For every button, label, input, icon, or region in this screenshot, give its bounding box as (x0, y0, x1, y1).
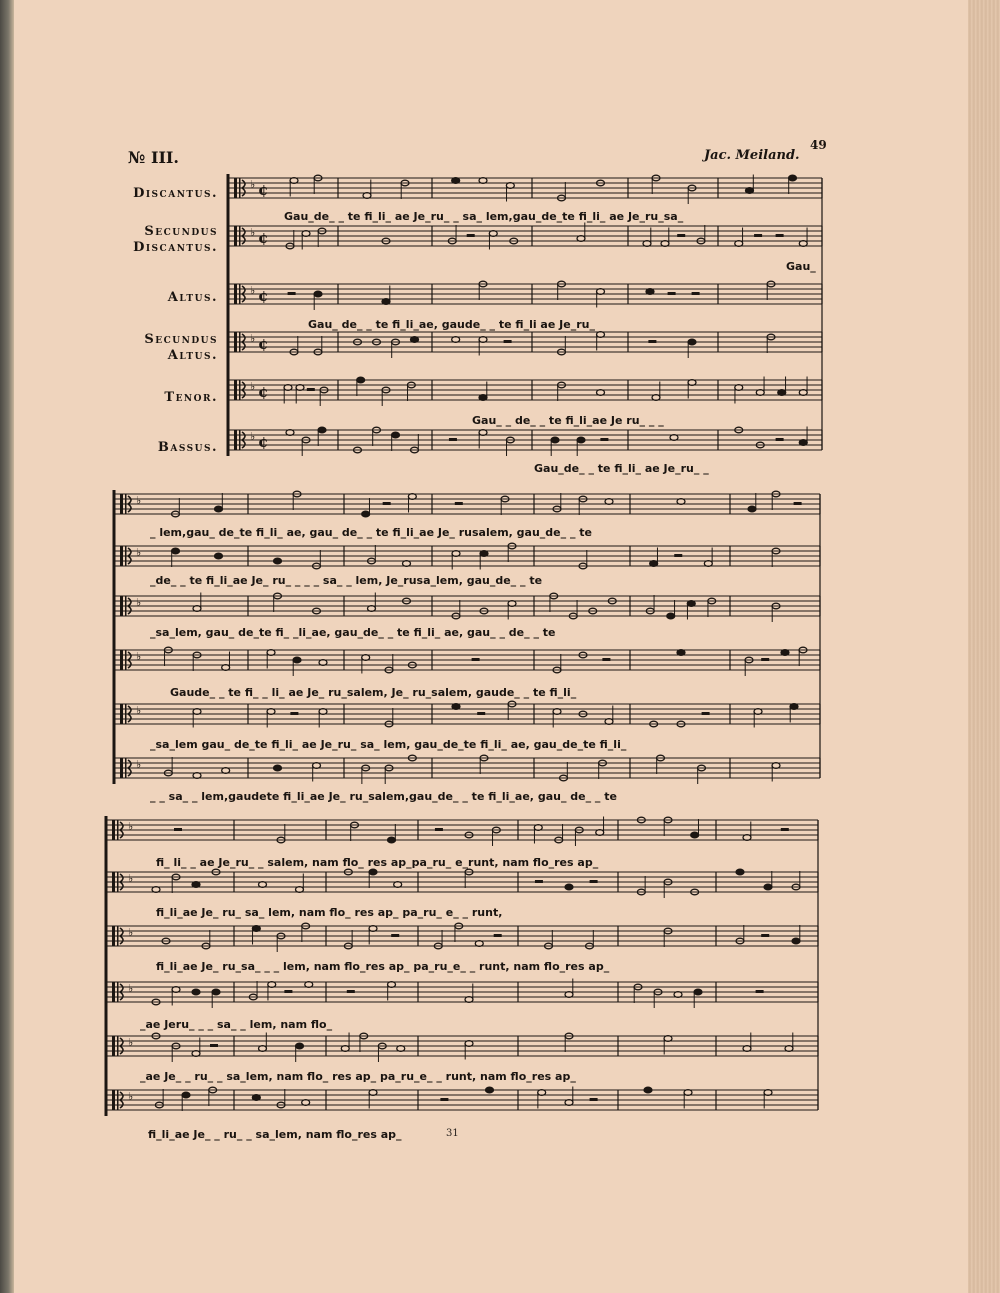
lyric-line: Gau_ _ de_ _ te fi_li_ae Je ru_ _ _ (472, 414, 664, 427)
note-head (743, 1046, 751, 1052)
note-head (172, 987, 180, 993)
note-head (674, 992, 682, 998)
note-head (479, 337, 487, 343)
note-head (508, 601, 516, 607)
clef-mark (120, 650, 123, 670)
note-head (222, 665, 230, 671)
rest-mark (440, 1098, 448, 1101)
note-head (480, 551, 488, 557)
rest-mark (504, 340, 512, 343)
note-head (565, 1100, 573, 1106)
note-head (267, 650, 275, 656)
note-head (397, 1046, 405, 1052)
rest-mark (761, 934, 769, 937)
rest-mark (754, 234, 762, 237)
note-head (781, 650, 789, 656)
key-flat: ♭ (136, 650, 142, 663)
note-head (222, 768, 230, 774)
note-head (296, 385, 304, 391)
key-flat: ♭ (136, 546, 142, 559)
note-head (667, 613, 675, 619)
note-head (754, 709, 762, 715)
note-head (799, 390, 807, 396)
rest-mark (668, 292, 676, 295)
clef-mark (234, 226, 237, 246)
key-flat: ♭ (136, 758, 142, 771)
rest-mark (600, 438, 608, 441)
note-head (319, 660, 327, 666)
voice-label-altus: Altus. (167, 290, 218, 305)
rest-mark (435, 828, 443, 831)
note-head (789, 175, 797, 181)
lyric-line: fi_li_ae Je_ ru_sa_ _ _ lem, nam flo_res ap_ pa_ru_e_ _ runt, nam flo_res ap_ (156, 960, 610, 973)
note-head (369, 869, 377, 875)
key-flat: ♭ (250, 284, 256, 297)
lyric-line: Gau_de_ _ te fi_li_ ae Je_ru_ _ (534, 462, 709, 475)
note-head (192, 1051, 200, 1057)
note-head (252, 926, 260, 932)
note-head (284, 385, 292, 391)
note-head (293, 657, 301, 663)
clef-mark (234, 178, 237, 198)
clef-mark (239, 332, 241, 352)
note-head (596, 830, 604, 836)
rest-mark (692, 292, 700, 295)
clef-mark (120, 758, 123, 778)
note-head (743, 835, 751, 841)
note-head (286, 430, 294, 436)
note-head (704, 561, 712, 567)
clef-mark (125, 650, 127, 670)
clef-mark (125, 758, 127, 778)
lyric-line: Gaude_ _ te fi_ _ li_ ae Je_ ru_salem, Je_ ru_salem, gaude_ _ te fi_li_ (170, 686, 577, 699)
lyric-line: _sa_lem gau_ de_te fi_li_ ae Je_ru_ sa_ lem, gau_de_te fi_li_ ae, gau_de_te fi_li_ (150, 738, 627, 751)
clef-mark (125, 704, 127, 724)
rest-mark (602, 658, 610, 661)
lyric-line: fi_ li_ _ ae Je_ru_ _ salem, nam flo_ res ap_pa_ru_ e_runt, nam flo_res ap_ (156, 856, 599, 869)
note-head (394, 882, 402, 888)
rest-mark (776, 438, 784, 441)
clef-mark (125, 494, 127, 514)
key-flat: ♭ (250, 332, 256, 345)
note-head (296, 887, 304, 893)
clef-mark (239, 178, 241, 198)
rest-mark (472, 658, 480, 661)
rest-mark (677, 234, 685, 237)
note-head (452, 704, 460, 710)
clef-mark (112, 1036, 115, 1056)
lyric-line: fi_li_ae Je_ ru_ sa_ lem, nam flo_ res ap_ pa_ru_ e_ _ runt, (156, 906, 503, 919)
note-head (551, 437, 559, 443)
note-head (652, 395, 660, 401)
lyric-line: Gau_ (786, 260, 816, 273)
page-number: 49 (810, 138, 827, 152)
note-head (313, 763, 321, 769)
note-head (677, 650, 685, 656)
clef-mark (234, 430, 237, 450)
lyric-line: fi_li_ae Je_ _ ru_ _ sa_lem, nam flo_res ap_ (148, 1128, 402, 1141)
note-head (577, 437, 585, 443)
piece-number: № III. (128, 148, 179, 167)
rest-mark (776, 234, 784, 237)
rest-mark (702, 712, 710, 715)
lyric-line: _ae Jeru_ _ _ sa_ _ lem, nam flo_ (140, 1018, 333, 1031)
composer-name: Jac. Meiland. (704, 148, 800, 163)
rest-mark (494, 934, 502, 937)
note-head (577, 236, 585, 242)
key-flat: ♭ (128, 820, 134, 833)
note-head (790, 704, 798, 710)
time-signature: ¢ (258, 287, 269, 305)
clef-mark (239, 380, 241, 400)
note-head (553, 709, 561, 715)
voice-label-secundus-discantus: Secundus Discantus. (133, 224, 218, 255)
note-head (452, 178, 460, 184)
rest-mark (347, 990, 355, 993)
key-flat: ♭ (128, 872, 134, 885)
rest-mark (794, 502, 802, 505)
note-head (296, 1043, 304, 1049)
clef-mark (117, 982, 119, 1002)
note-head (382, 299, 390, 305)
voice-label-secundus-altus: Secundus Altus. (144, 332, 218, 363)
note-head (193, 773, 201, 779)
note-head (688, 339, 696, 345)
key-flat: ♭ (136, 596, 142, 609)
note-head (597, 289, 605, 295)
note-head (314, 291, 322, 297)
note-head (362, 511, 370, 517)
time-signature: ¢ (258, 335, 269, 353)
note-head (799, 241, 807, 247)
note-head (212, 989, 220, 995)
note-head (369, 1090, 377, 1096)
note-head (538, 1090, 546, 1096)
clef-mark (125, 596, 127, 616)
note-head (664, 1036, 672, 1042)
note-head (677, 499, 685, 505)
rest-mark (288, 292, 296, 295)
note-head (735, 385, 743, 391)
lyric-line: _ lem,gau_ de_te fi_li_ ae, gau_ de_ _ te fi_li_ae Je_ rusalem, gau_de_ _ te (150, 526, 593, 539)
lyric-line: _ae Je_ _ ru_ _ sa_lem, nam flo_ res ap_ pa_ru_e_ _ runt, nam flo_res ap_ (140, 1070, 576, 1083)
clef-mark (112, 982, 115, 1002)
rest-mark (290, 712, 298, 715)
rest-mark (756, 990, 764, 993)
note-head (650, 561, 658, 567)
note-head (475, 941, 483, 947)
rest-mark (761, 658, 769, 661)
note-head (341, 1046, 349, 1052)
rest-mark (535, 880, 543, 883)
note-head (489, 231, 497, 237)
note-head (691, 832, 699, 838)
key-flat: ♭ (128, 982, 134, 995)
lyric-line: _sa_lem, gau_ de_te fi_ _li_ae, gau_de_ _ te fi_li_ ae, gau_ _ de_ _ te (150, 626, 556, 639)
note-head (452, 337, 460, 343)
note-head (748, 506, 756, 512)
rest-mark (307, 388, 315, 391)
note-head (764, 1090, 772, 1096)
rest-mark (467, 234, 475, 237)
note-head (192, 989, 200, 995)
clef-mark (120, 596, 123, 616)
note-head (479, 178, 487, 184)
note-head (302, 1100, 310, 1106)
rest-mark (477, 712, 485, 715)
note-head (764, 884, 772, 890)
clef-mark (117, 820, 119, 840)
note-head (772, 763, 780, 769)
note-head (778, 390, 786, 396)
note-head (392, 432, 400, 438)
note-head (646, 289, 654, 295)
note-head (756, 390, 764, 396)
note-head (403, 561, 411, 567)
clef-mark (125, 546, 127, 566)
note-head (688, 380, 696, 386)
clef-mark (234, 380, 237, 400)
note-head (290, 178, 298, 184)
note-head (465, 1041, 473, 1047)
note-head (792, 938, 800, 944)
note-head (534, 825, 542, 831)
note-head (274, 765, 282, 771)
note-head (259, 882, 267, 888)
key-flat: ♭ (136, 494, 142, 507)
note-head (644, 1087, 652, 1093)
note-head (305, 982, 313, 988)
note-head (479, 395, 487, 401)
note-head (746, 188, 754, 194)
note-head (597, 390, 605, 396)
clef-mark (234, 332, 237, 352)
note-head (506, 183, 514, 189)
key-flat: ♭ (250, 178, 256, 191)
note-head (267, 709, 275, 715)
signature-mark: 31 (446, 1128, 459, 1139)
note-head (318, 427, 326, 433)
time-signature: ¢ (258, 433, 269, 451)
note-head (152, 887, 160, 893)
key-flat: ♭ (128, 926, 134, 939)
clef-mark (117, 872, 119, 892)
key-flat: ♭ (250, 380, 256, 393)
note-head (302, 231, 310, 237)
note-head (388, 837, 396, 843)
note-head (193, 606, 201, 612)
rest-mark (174, 828, 182, 831)
rest-mark (648, 340, 656, 343)
note-head (362, 655, 370, 661)
note-head (388, 982, 396, 988)
note-head (408, 494, 416, 500)
clef-mark (117, 926, 119, 946)
voice-label-discantus: Discantus. (133, 186, 218, 201)
note-head (565, 992, 573, 998)
clef-mark (239, 284, 241, 304)
note-head (597, 332, 605, 338)
voice-label-tenor: Tenor. (164, 390, 218, 405)
lyric-line: Gau_de_ _ te fi_li_ ae Je_ru_ _ sa_ lem,gau_de_te fi_li_ ae Je_ru_sa_ (284, 210, 684, 223)
note-head (172, 548, 180, 554)
clef-mark (239, 226, 241, 246)
key-flat: ♭ (128, 1036, 134, 1049)
clef-mark (120, 546, 123, 566)
note-head (215, 553, 223, 559)
note-head (368, 606, 376, 612)
note-head (643, 241, 651, 247)
note-head (215, 506, 223, 512)
time-signature: ¢ (258, 229, 269, 247)
lyric-line: _ _ sa_ _ lem,gaudete fi_li_ae Je_ ru_salem,gau_de_ _ te fi_li_ae, gau_ de_ _ te (150, 790, 617, 803)
rest-mark (455, 502, 463, 505)
rest-mark (590, 880, 598, 883)
clef-mark (112, 1090, 115, 1110)
note-head (369, 926, 377, 932)
clef-mark (117, 1090, 119, 1110)
clef-mark (112, 926, 115, 946)
note-head (605, 499, 613, 505)
key-flat: ♭ (128, 1090, 134, 1103)
lyric-line: Gau_ de_ _ te fi_li_ae, gaude_ _ te fi_li ae Je_ru_ (308, 318, 595, 331)
clef-mark (234, 284, 237, 304)
rest-mark (383, 502, 391, 505)
clef-mark (239, 430, 241, 450)
note-head (565, 884, 573, 890)
note-head (319, 709, 327, 715)
time-signature: ¢ (258, 383, 269, 401)
note-head (192, 882, 200, 888)
rest-mark (210, 1044, 218, 1047)
note-head (193, 709, 201, 715)
key-flat: ♭ (136, 704, 142, 717)
rest-mark (674, 554, 682, 557)
rest-mark (590, 1098, 598, 1101)
clef-mark (112, 872, 115, 892)
note-head (274, 558, 282, 564)
note-head (268, 982, 276, 988)
note-head (357, 377, 365, 383)
lyric-line: _de_ _ te fi_li_ae Je_ ru_ _ _ _ sa_ _ lem, Je_rusa_lem, gau_de_ _ te (150, 574, 543, 587)
note-head (736, 869, 744, 875)
note-head (785, 1046, 793, 1052)
key-flat: ♭ (250, 430, 256, 443)
rest-mark (449, 438, 457, 441)
note-head (363, 193, 371, 199)
note-head (670, 435, 678, 441)
note-head (661, 241, 669, 247)
note-head (465, 997, 473, 1003)
note-head (687, 601, 695, 607)
note-head (411, 337, 419, 343)
note-head (479, 430, 487, 436)
note-head (252, 1095, 260, 1101)
rest-mark (781, 828, 789, 831)
note-head (694, 989, 702, 995)
time-signature: ¢ (258, 181, 269, 199)
note-head (684, 1090, 692, 1096)
clef-mark (117, 1036, 119, 1056)
note-head (799, 440, 807, 446)
note-head (486, 1087, 494, 1093)
rest-mark (284, 990, 292, 993)
clef-mark (112, 820, 115, 840)
note-head (182, 1092, 190, 1098)
note-head (735, 241, 743, 247)
note-head (452, 551, 460, 557)
note-head (259, 1046, 267, 1052)
clef-mark (120, 494, 123, 514)
note-head (605, 719, 613, 725)
voice-label-bassus: Bassus. (157, 440, 218, 455)
clef-mark (120, 704, 123, 724)
rest-mark (391, 934, 399, 937)
key-flat: ♭ (250, 226, 256, 239)
